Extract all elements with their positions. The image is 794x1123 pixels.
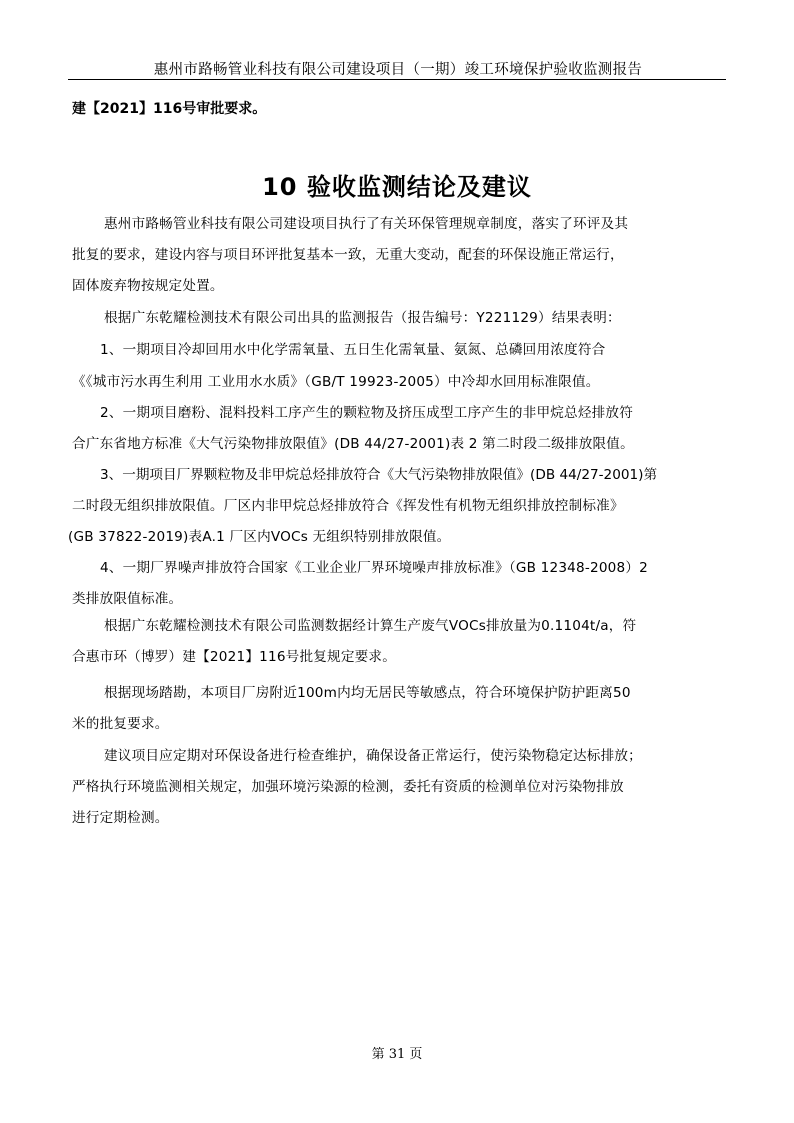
list-item-line: 1、一期项目冷却回用水中化学需氧量、五日生化需氧量、氨氮、总磷回用浓度符合 [100, 342, 606, 358]
page-number: 第 31 页 [371, 1047, 423, 1062]
paragraph-line: 惠州市路畅管业科技有限公司建设项目执行了有关环保管理规章制度，落实了环评及其 [104, 216, 629, 232]
paragraph-line: 严格执行环境监测相关规定，加强环境污染源的检测，委托有资质的检测单位对污染物排放 [72, 779, 624, 795]
list-item-line: 类排放限值标准。 [72, 591, 183, 607]
list-item-line: 二时段无组织排放限值。厂区内非甲烷总烃排放符合《挥发性有机物无组织排放控制标准》 [72, 498, 624, 514]
list-item-line: 4、一期厂界噪声排放符合国家《工业企业厂界环境噪声排放标准》（GB 12348-2008）2 [100, 560, 649, 576]
paragraph-line: 进行定期检测。 [72, 810, 169, 826]
paragraph-line: 固体废弃物按规定处置。 [72, 278, 224, 294]
list-item-line: 3、一期项目厂界颗粒物及非甲烷总烃排放符合《大气污染物排放限值》(DB 44/27-2001)第 [100, 467, 658, 483]
section-title: 10 验收监测结论及建议 [262, 173, 532, 201]
paragraph-line: 合惠市环（博罗）建【2021】116号批复规定要求。 [72, 649, 397, 665]
list-item-line: 合广东省地方标准《大气污染物排放限值》(DB 44/27-2001)表 2 第二时段二级排放限值。 [72, 436, 634, 452]
paragraph-line: 根据现场踏勘，本项目厂房附近100m内均无居民等敏感点，符合环境保护防护距离50 [104, 685, 631, 701]
paragraph-line: 根据广东乾耀检测技术有限公司监测数据经计算生产废气VOCs排放量为0.1104t/a，符 [104, 618, 637, 634]
running-header: 惠州市路畅管业科技有限公司建设项目（一期）竣工环境保护验收监测报告 [153, 62, 643, 78]
paragraph-line: 米的批复要求。 [72, 716, 169, 732]
paragraph-line: 批复的要求，建设内容与项目环评批复基本一致，无重大变动，配套的环保设施正常运行， [72, 247, 624, 263]
paragraph-line: 建议项目应定期对环保设备进行检查维护，确保设备正常运行，使污染物稳定达标排放； [104, 748, 642, 764]
list-item-line: 2、一期项目磨粉、混料投料工序产生的颗粒物及挤压成型工序产生的非甲烷总烃排放符 [100, 405, 634, 421]
list-item-line: 《《城市污水再生利用 工业用水水质》（GB/T 19923-2005）中冷却水回用标准限值。 [72, 374, 600, 390]
paragraph-line: 根据广东乾耀检测技术有限公司出具的监测报告（报告编号：Y221129）结果表明： [104, 310, 621, 326]
header-rule [68, 79, 726, 80]
carryover-line: 建【2021】116号审批要求。 [72, 101, 267, 117]
list-item-line: (GB 37822-2019)表A.1 厂区内VOCs 无组织特别排放限值。 [68, 529, 451, 545]
